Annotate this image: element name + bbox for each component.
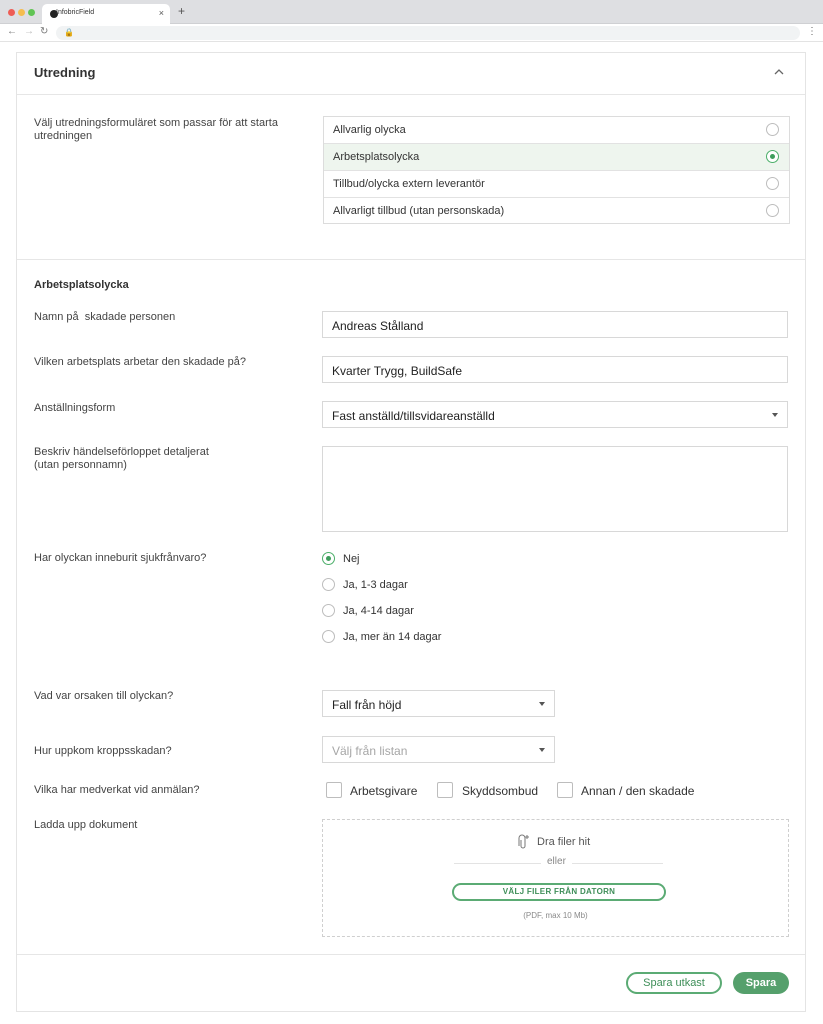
radio-button[interactable] — [766, 177, 779, 190]
tab-title: InfobricField — [56, 9, 95, 16]
upload-label: Ladda upp dokument — [34, 819, 138, 831]
lock-icon: 🔒 — [64, 28, 74, 37]
injured-name-label: Namn på skadade personen — [34, 311, 176, 323]
form-option-arbetsplatsolycka[interactable] — [324, 144, 789, 171]
sick-leave-option-label: Ja, mer än 14 dagar — [343, 631, 442, 643]
reload-icon[interactable]: ↻ — [40, 26, 49, 37]
sick-leave-label: Har olyckan inneburit sjukfrånvaro? — [34, 552, 207, 564]
caret-down-icon — [772, 413, 778, 417]
caret-down-icon — [539, 702, 545, 706]
form-choice-list — [323, 116, 790, 224]
forward-arrow-icon[interactable]: → — [24, 26, 34, 37]
upload-or-text: eller — [541, 856, 572, 867]
sick-leave-option-label: Ja, 4-14 dagar — [343, 605, 414, 617]
browser-toolbar — [0, 24, 823, 42]
save-draft-button[interactable]: Spara utkast — [626, 972, 722, 994]
workplace-value: Kvarter Trygg, BuildSafe — [332, 364, 463, 378]
radio-button[interactable] — [766, 123, 779, 136]
checkbox-arbetsgivare[interactable] — [326, 782, 342, 798]
injured-name-input[interactable] — [322, 311, 788, 338]
new-tab-icon[interactable]: + — [178, 4, 186, 18]
section-divider — [17, 259, 805, 260]
checkbox-annan[interactable] — [557, 782, 573, 798]
injury-origin-placeholder: Välj från listan — [332, 744, 408, 758]
cause-label: Vad var orsaken till olyckan? — [34, 690, 174, 702]
chevron-up-icon[interactable] — [774, 67, 784, 77]
subform-title: Arbetsplatsolycka — [34, 279, 129, 291]
workplace-input[interactable] — [322, 356, 788, 383]
sick-leave-option-label: Ja, 1-3 dagar — [343, 579, 408, 591]
description-textarea[interactable] — [322, 446, 788, 532]
form-option-allvarligt-tillbud[interactable] — [324, 198, 789, 225]
employment-label: Anställningsform — [34, 402, 116, 414]
form-choice-prompt: Välj utredningsformuläret som passar för att starta utredningen — [34, 117, 278, 142]
paperclip-icon — [516, 834, 530, 850]
upload-dropzone[interactable] — [322, 819, 789, 937]
sick-leave-option-label: Nej — [343, 553, 360, 565]
investigation-card — [16, 52, 806, 1012]
tab-close-icon[interactable]: × — [158, 8, 164, 18]
radio-button[interactable] — [766, 150, 779, 163]
cause-value: Fall från höjd — [332, 698, 402, 712]
checkbox-skyddsombud[interactable] — [437, 782, 453, 798]
participants-label: Vilka har medverkat vid anmälan? — [34, 784, 200, 796]
browser-tab-strip — [0, 0, 823, 24]
injury-origin-select[interactable] — [322, 736, 555, 763]
form-option-label: Tillbud/olycka extern leverantör — [333, 178, 485, 190]
form-option-label: Allvarlig olycka — [333, 124, 406, 136]
form-option-label: Allvarligt tillbud (utan personskada) — [333, 205, 505, 217]
form-option-tillbud-extern[interactable] — [324, 171, 789, 198]
browser-menu-icon[interactable]: ⋮ — [807, 26, 817, 37]
address-bar[interactable] — [56, 26, 800, 40]
injured-name-value: Andreas Stålland — [332, 319, 424, 333]
browser-tab[interactable] — [42, 4, 170, 24]
save-button[interactable]: Spara — [733, 972, 789, 994]
form-option-label: Arbetsplatsolycka — [333, 151, 420, 163]
caret-down-icon — [539, 748, 545, 752]
card-header[interactable] — [17, 53, 805, 95]
maximize-window-dot[interactable] — [28, 9, 35, 16]
choose-files-button[interactable]: VÄLJ FILER FRÅN DATORN — [452, 883, 666, 901]
checkbox-label-arbetsgivare: Arbetsgivare — [350, 784, 418, 798]
checkbox-label-annan: Annan / den skadade — [581, 784, 695, 798]
minimize-window-dot[interactable] — [18, 9, 25, 16]
radio-button[interactable] — [322, 604, 335, 617]
workplace-label: Vilken arbetsplats arbetar den skadade på? — [34, 356, 246, 368]
footer-divider — [17, 954, 805, 955]
radio-button[interactable] — [766, 204, 779, 217]
cause-select[interactable] — [322, 690, 555, 717]
employment-select[interactable] — [322, 401, 788, 428]
upload-drop-text: Dra filer hit — [537, 836, 591, 848]
radio-button[interactable] — [322, 630, 335, 643]
radio-button[interactable] — [322, 552, 335, 565]
employment-value: Fast anställd/tillsvidareanställd — [332, 409, 495, 423]
close-window-dot[interactable] — [8, 9, 15, 16]
section-title: Utredning — [34, 65, 96, 80]
radio-button[interactable] — [322, 578, 335, 591]
upload-hint: (PDF, max 10 Mb) — [523, 911, 588, 920]
checkbox-label-skyddsombud: Skyddsombud — [462, 784, 539, 798]
injury-origin-label: Hur uppkom kroppsskadan? — [34, 745, 172, 757]
description-label: Beskriv händelseförloppet detaljerat (utan personnamn) — [34, 446, 209, 471]
form-option-allvarlig-olycka[interactable] — [324, 117, 789, 144]
back-arrow-icon[interactable]: ← — [7, 26, 17, 37]
